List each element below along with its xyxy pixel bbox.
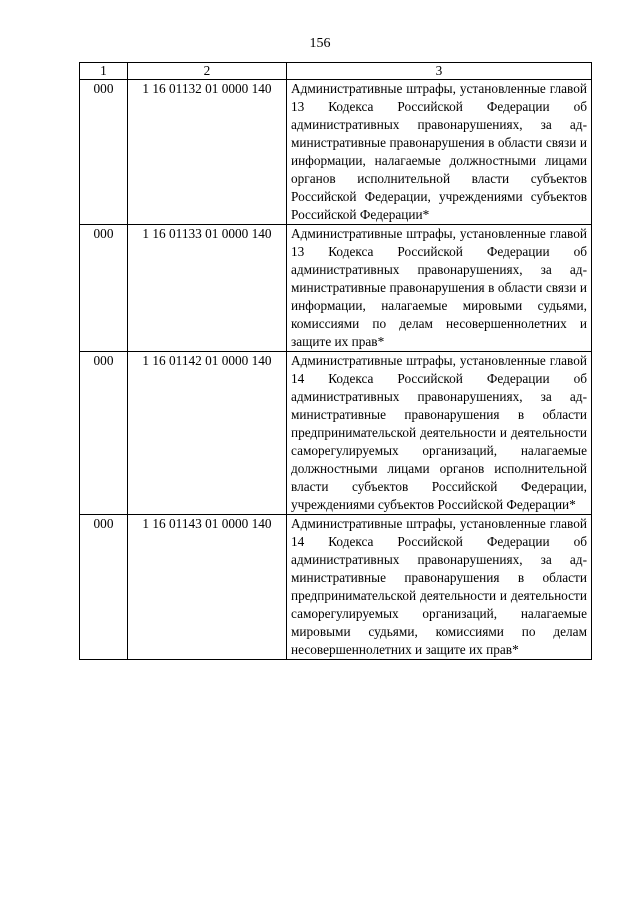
budget-codes-table bbox=[79, 62, 592, 660]
revenue-code-cell: 1 16 01132 01 0000 140 bbox=[128, 80, 287, 225]
column-header-1: 1 bbox=[80, 63, 128, 80]
table-row bbox=[80, 225, 592, 352]
admin-code-cell: 000 bbox=[80, 352, 128, 515]
table-row bbox=[80, 80, 592, 225]
revenue-code-cell: 1 16 01142 01 0000 140 bbox=[128, 352, 287, 515]
column-header-2: 2 bbox=[128, 63, 287, 80]
revenue-code-cell: 1 16 01143 01 0000 140 bbox=[128, 515, 287, 660]
page-number: 156 bbox=[309, 36, 331, 51]
table-header-row bbox=[80, 63, 592, 80]
column-header-3: 3 bbox=[287, 63, 592, 80]
description-cell: Административные штрафы, установленные главой 13 Кодекса Российской Федерации об административных правонарушениях, за административные правонарушения в области связи и информации, налагаемые должностными лицами органов исполнительной власти субъектов Российской Федерации, учреждениями субъектов Российской Федерации* bbox=[287, 80, 592, 225]
description-cell: Административные штрафы, установленные главой 14 Кодекса Российской Федерации об административных правонарушениях, за административные правонарушения в области предпринимательской деятельности и деятельности саморегулируемых организаций, налагаемые должностными лицами органов исполнительной власти субъектов Российской Федерации, учреждениями субъектов Российской Федерации* bbox=[287, 352, 592, 515]
revenue-code-cell: 1 16 01133 01 0000 140 bbox=[128, 225, 287, 352]
admin-code-cell: 000 bbox=[80, 80, 128, 225]
description-cell: Административные штрафы, установленные главой 13 Кодекса Российской Федерации об административных правонарушениях, за административные правонарушения в области связи и информации, налагаемые мировыми судьями, комиссиями по делам несовершеннолетних и защите их прав* bbox=[287, 225, 592, 352]
description-cell: Административные штрафы, установленные главой 14 Кодекса Российской Федерации об административных правонарушениях, за административные правонарушения в области предпринимательской деятельности и деятельности саморегулируемых организаций, налагаемые мировыми судьями, комиссиями по делам несовершеннолетних и защите их прав* bbox=[287, 515, 592, 660]
admin-code-cell: 000 bbox=[80, 515, 128, 660]
table-row bbox=[80, 515, 592, 660]
table-row bbox=[80, 352, 592, 515]
admin-code-cell: 000 bbox=[80, 225, 128, 352]
